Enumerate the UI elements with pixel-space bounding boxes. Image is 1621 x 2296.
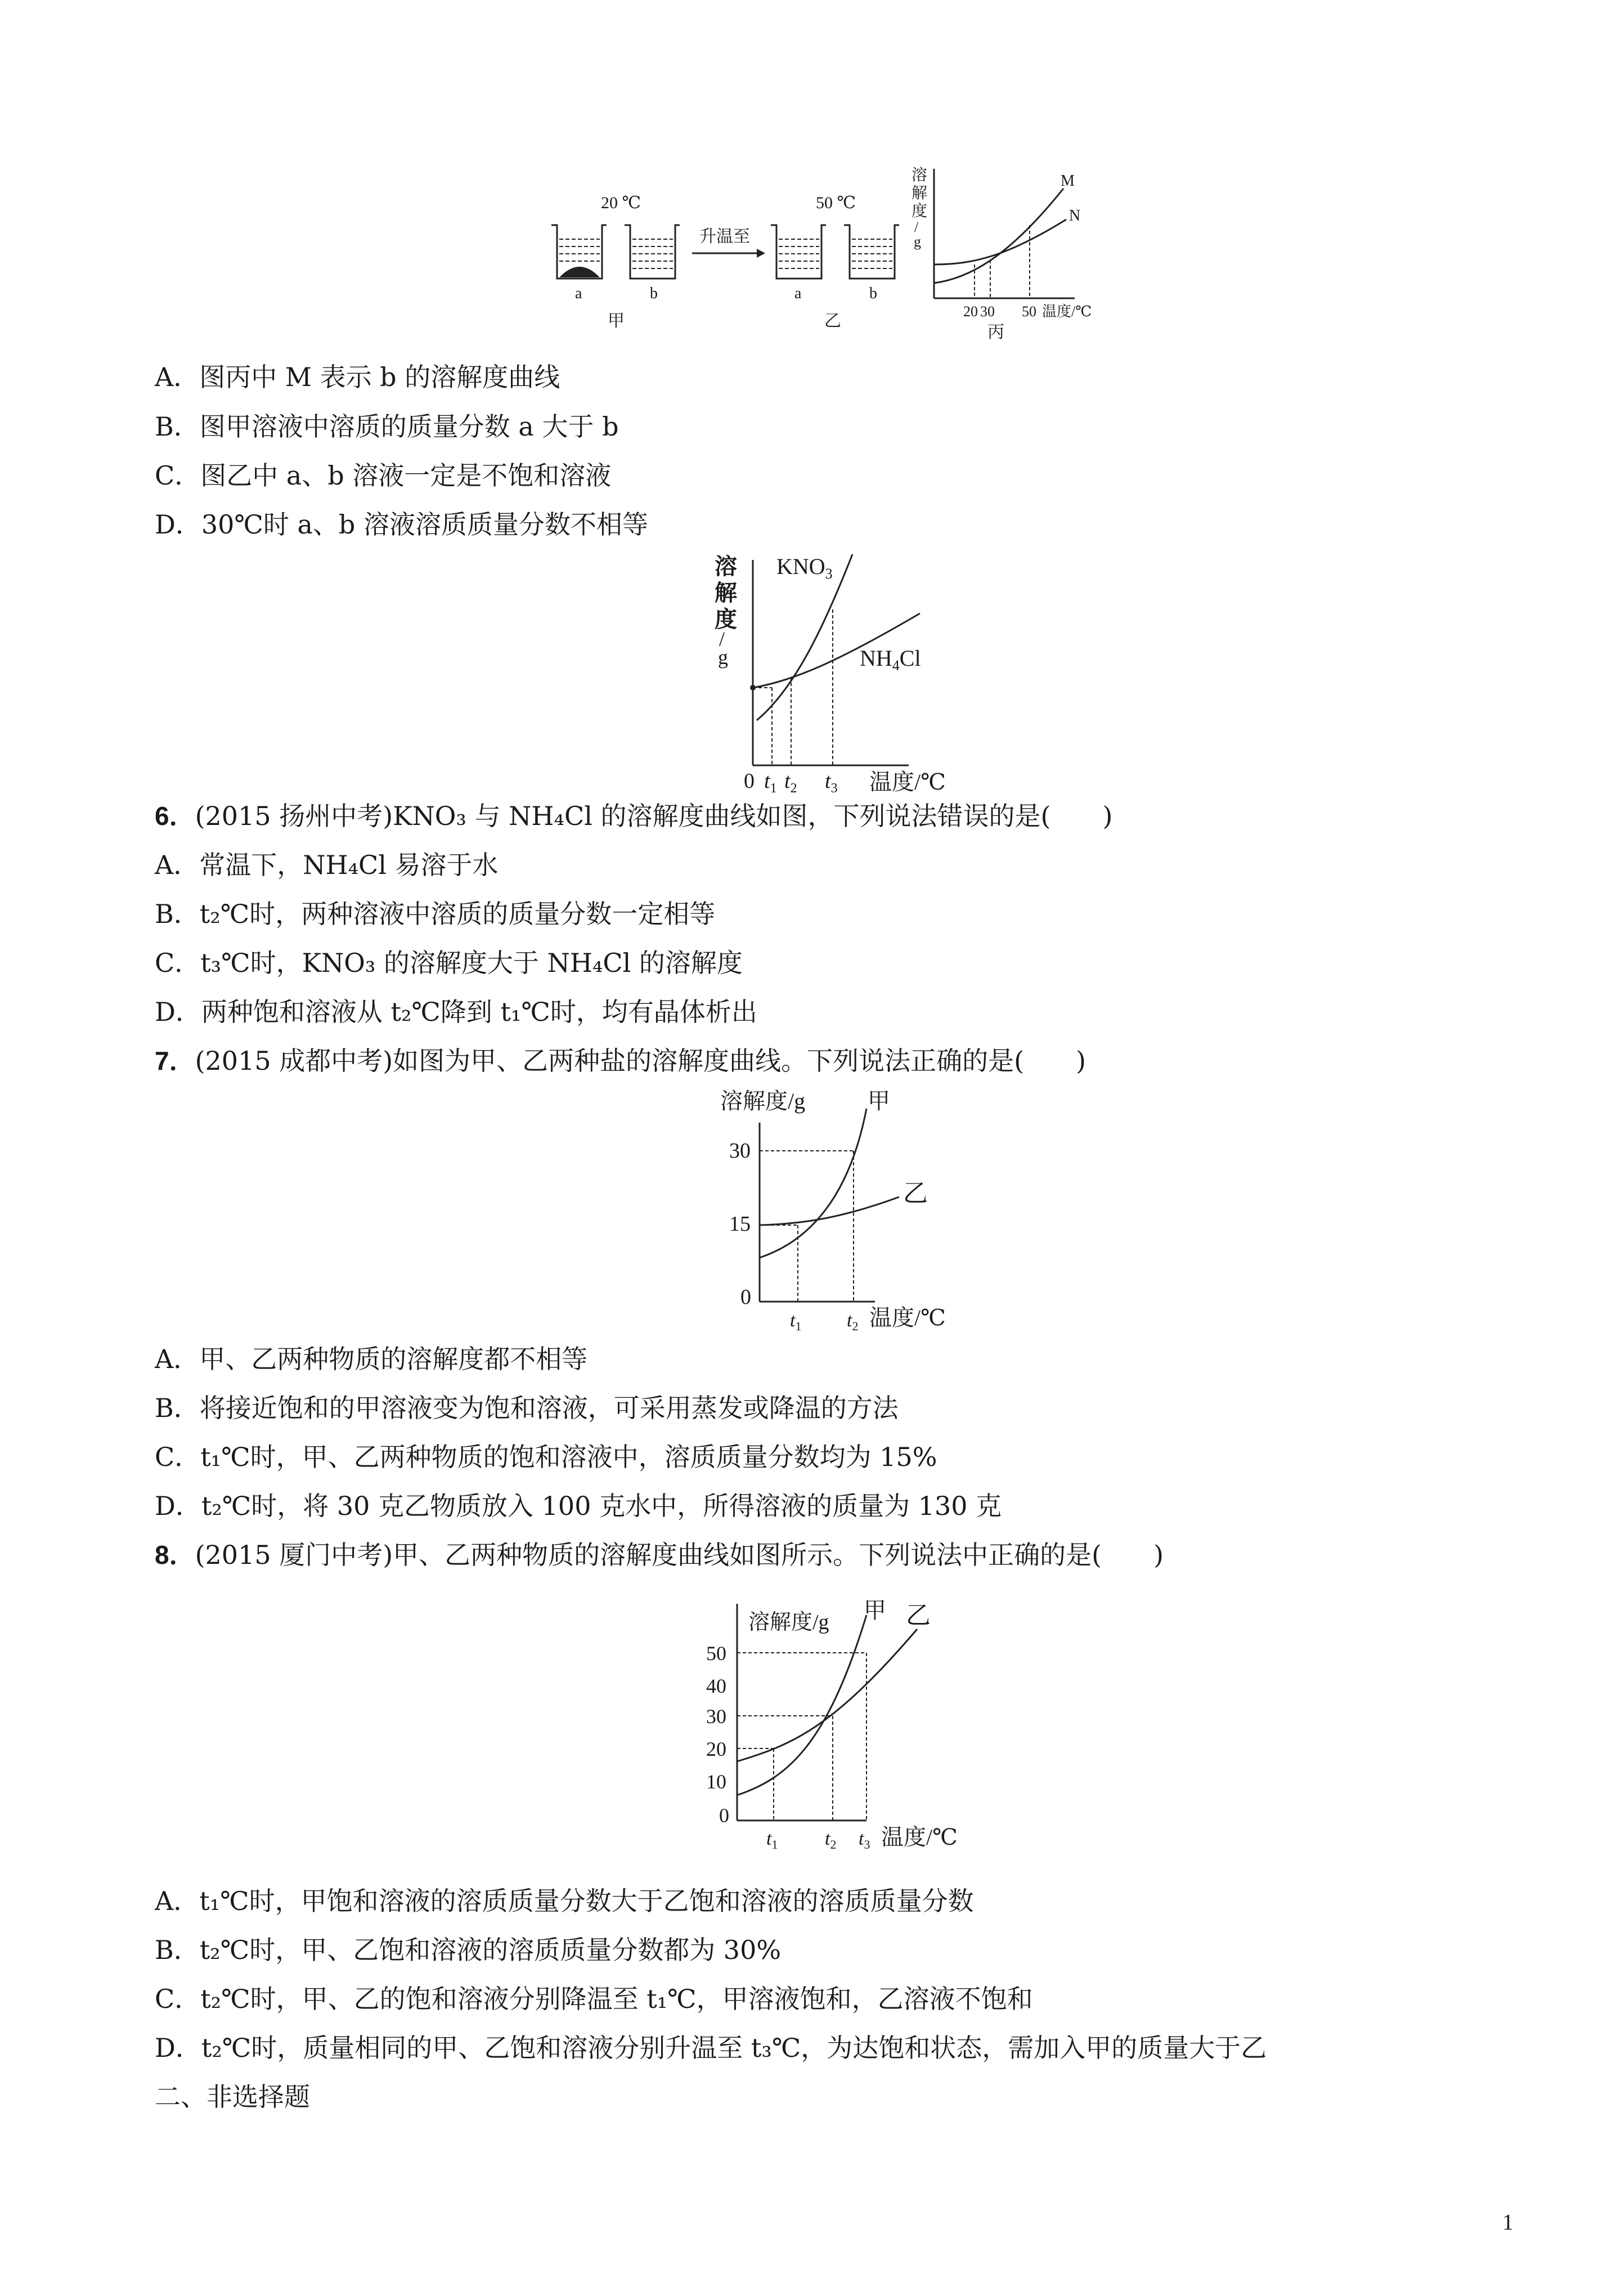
q7-option-b: B．将接近饱和的甲溶液变为饱和溶液，可采用蒸发或降温的方法 <box>155 1393 899 1423</box>
beaker-a-label: a <box>575 285 582 302</box>
temp-20-label: 20 ℃ <box>601 194 641 212</box>
beaker-b-jia <box>625 225 680 279</box>
figure-q7-curves <box>720 1083 968 1331</box>
q5-option-b: B．图甲溶液中溶质的质量分数 a 大于 b <box>155 411 619 442</box>
q6-option-d: D．两种饱和溶液从 t₂℃降到 t₁℃时，均有晶体析出 <box>155 997 757 1027</box>
q5-option-a: A．图丙中 M 表示 b 的溶解度曲线 <box>155 362 560 392</box>
nh4cl-curve <box>753 613 920 688</box>
yi-curve <box>760 1197 899 1225</box>
label-yi: 乙 <box>824 312 841 330</box>
tick-30: 30 <box>980 303 995 320</box>
ylabel-char-3: 度 <box>715 607 737 632</box>
figure-q8-curves <box>703 1598 985 1857</box>
yi-label: 乙 <box>906 1602 931 1629</box>
t3-label: $t_3$ <box>825 769 838 796</box>
ytick-30: 30 <box>706 1705 726 1728</box>
ylabel: 溶解度/g <box>720 1088 806 1114</box>
q8-stem: (2015 厦门中考)甲、乙两种物质的溶解度曲线如图所示。下列说法中正确的是( ) <box>195 1540 1164 1570</box>
jia-curve <box>760 1109 866 1258</box>
page-number: 1 <box>1502 2209 1514 2235</box>
arrow-label: 升温至 <box>699 227 750 246</box>
yi-curve <box>737 1629 917 1761</box>
t2-label: $t_2$ <box>825 1828 837 1851</box>
ytick-30: 30 <box>729 1139 751 1163</box>
ylabel-char-1: 溶 <box>911 167 928 184</box>
t1-label: $t_1$ <box>790 1310 802 1333</box>
jia-label: 甲 <box>868 1088 890 1114</box>
yi-label: 乙 <box>903 1180 928 1207</box>
xlabel: 温度/℃ <box>869 769 946 795</box>
q6-option-c: C．t₃℃时，KNO₃ 的溶解度大于 NH₄Cl 的溶解度 <box>155 948 743 978</box>
q6-option-b: B．t₂℃时，两种溶液中溶质的质量分数一定相等 <box>155 899 716 929</box>
curve-n-label: N <box>1069 207 1081 225</box>
ylabel-char-2: 解 <box>715 580 737 606</box>
figure-beakers-and-curve <box>540 163 1148 349</box>
nh4cl-label: $NH_4Cl$ <box>860 645 921 674</box>
q6-option-a: A．常温下，NH₄Cl 易溶于水 <box>155 850 499 880</box>
jia-label: 甲 <box>864 1598 886 1623</box>
ytick-40: 40 <box>706 1675 726 1697</box>
q8-option-b: B．t₂℃时，甲、乙饱和溶液的溶质质量分数都为 30% <box>155 1935 782 1965</box>
q7-number: 7． <box>155 1046 195 1075</box>
ylabel-char-4: / <box>914 219 919 235</box>
ylabel: 溶解度/g <box>748 1611 829 1634</box>
xlabel: 温度/℃ <box>869 1305 946 1330</box>
q6-stem-line <box>155 799 1112 833</box>
ylabel-char-5: g <box>718 646 728 669</box>
t2-label: $t_2$ <box>847 1310 859 1333</box>
q8-option-c: C．t₂℃时，甲、乙的饱和溶液分别降温至 t₁℃，甲溶液饱和，乙溶液不饱和 <box>155 1984 1033 2014</box>
xlabel: 温度/℃ <box>1042 303 1092 320</box>
q7-option-c: C．t₁℃时，甲、乙两种物质的饱和溶液中，溶质质量分数均为 15% <box>155 1442 937 1472</box>
t1-label: $t_1$ <box>766 1828 778 1851</box>
ytick-50: 50 <box>706 1642 726 1665</box>
arrow <box>692 249 765 258</box>
q5-option-c: C．图乙中 a、b 溶液一定是不饱和溶液 <box>155 460 612 491</box>
beaker-b-yi <box>844 225 899 279</box>
origin-label: 0 <box>744 769 755 793</box>
q8-stem-line <box>155 1538 1164 1572</box>
beaker-a-yi <box>771 225 826 279</box>
q7-stem-line <box>155 1044 1086 1078</box>
ylabel-char-5: g <box>914 234 921 250</box>
temp-50-label: 50 ℃ <box>816 194 856 212</box>
ytick-0: 0 <box>719 1804 729 1827</box>
ytick-10: 10 <box>706 1770 726 1793</box>
kno3-curve <box>757 554 852 720</box>
ylabel-char-4: / <box>719 627 725 650</box>
label-jia: 甲 <box>608 312 625 330</box>
tick-20: 20 <box>963 303 978 320</box>
q5-option-d: D．30℃时 a、b 溶液溶质质量分数不相等 <box>155 509 648 540</box>
q8-number: 8． <box>155 1540 195 1569</box>
ylabel-char-2: 解 <box>911 185 928 202</box>
q7-stem: (2015 成都中考)如图为甲、乙两种盐的溶解度曲线。下列说法正确的是( ) <box>195 1046 1086 1076</box>
label-bing: 丙 <box>987 323 1004 342</box>
tick-50: 50 <box>1022 303 1036 320</box>
beaker-b-label: b <box>650 285 658 302</box>
curve-m-label: M <box>1061 172 1075 190</box>
q6-number: 6． <box>155 801 195 831</box>
q8-option-d: D．t₂℃时，质量相同的甲、乙饱和溶液分别升温至 t₃℃，为达饱和状态，需加入甲的质量大于乙 <box>155 2033 1267 2063</box>
ytick-0: 0 <box>740 1285 751 1309</box>
q7-option-d: D．t₂℃时，将 30 克乙物质放入 100 克水中，所得溶液的质量为 130 克 <box>155 1491 1002 1521</box>
ylabel-char-1: 溶 <box>715 554 737 579</box>
q7-option-a: A．甲、乙两种物质的溶解度都不相等 <box>155 1344 588 1374</box>
beaker-b-label-2: b <box>869 285 877 302</box>
section-title: 二、非选择题 <box>155 2082 310 2112</box>
t1-label: $t_1$ <box>764 769 777 796</box>
q8-option-a: A．t₁℃时，甲饱和溶液的溶质质量分数大于乙饱和溶液的溶质质量分数 <box>155 1886 974 1916</box>
ytick-20: 20 <box>706 1738 726 1760</box>
t3-label: $t_3$ <box>859 1828 870 1851</box>
kno3-label: $KNO_3$ <box>776 554 833 582</box>
beaker-a-jia <box>551 225 607 279</box>
curve-chart-bing <box>911 166 1092 342</box>
jia-curve <box>737 1615 866 1795</box>
xlabel: 温度/℃ <box>881 1824 958 1850</box>
beaker-a-label-2: a <box>794 285 802 302</box>
t2-label: $t_2$ <box>784 769 797 796</box>
figure-kno3-nh4cl <box>715 549 1007 796</box>
q6-stem: (2015 扬州中考)KNO₃ 与 NH₄Cl 的溶解度曲线如图，下列说法错误的是( ) <box>195 801 1113 831</box>
ylabel-char-3: 度 <box>911 203 928 220</box>
ytick-15: 15 <box>729 1212 751 1236</box>
